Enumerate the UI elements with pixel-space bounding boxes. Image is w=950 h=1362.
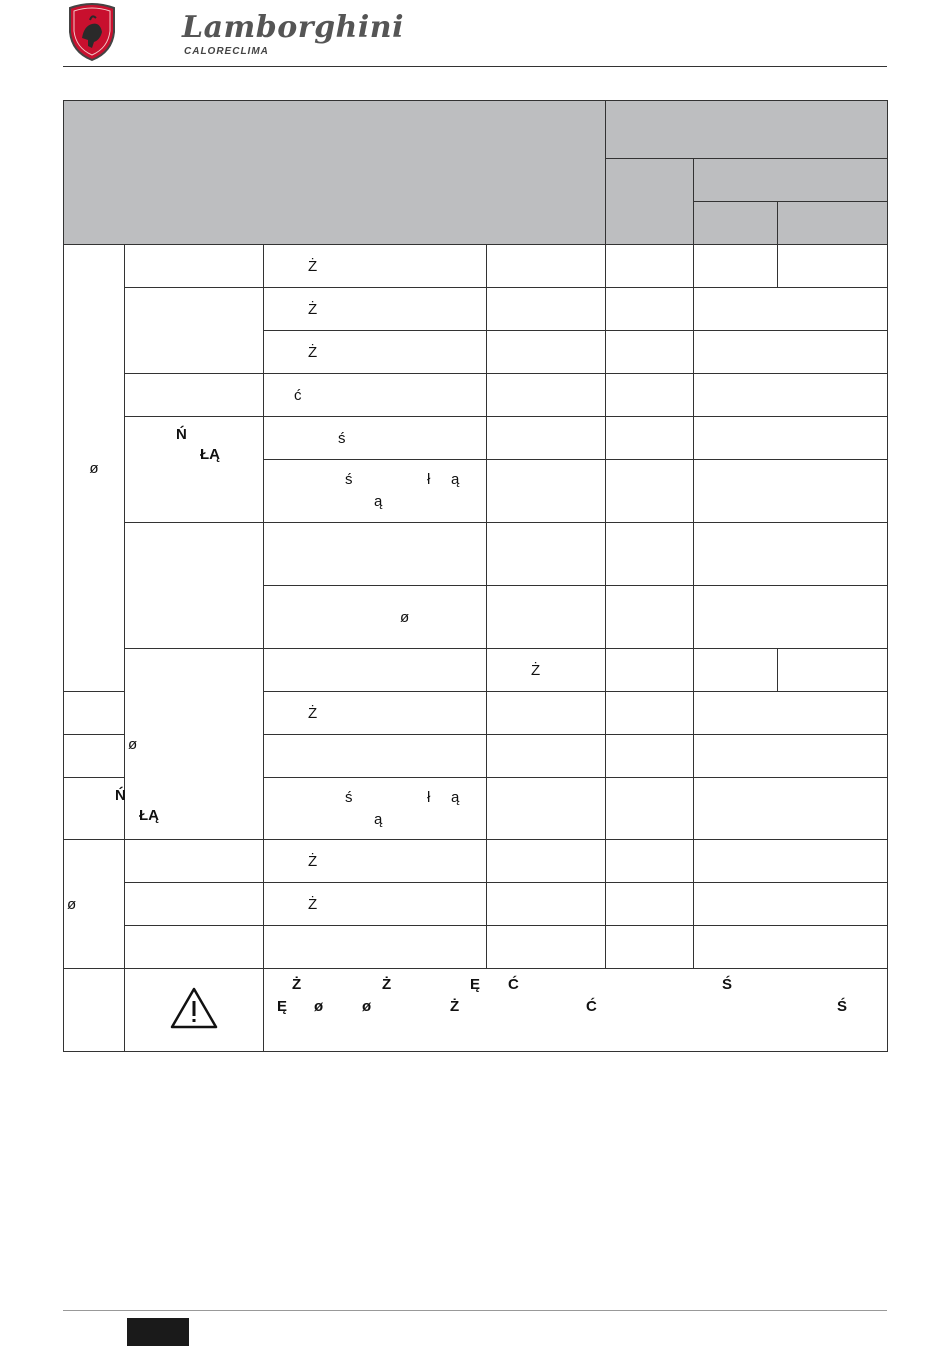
table-cell [64, 735, 125, 778]
table-cell [125, 245, 264, 288]
table-cell [64, 778, 159, 840]
cell-text: Ż [308, 300, 318, 318]
table-cell [264, 649, 487, 692]
warning-text: Ć [508, 976, 519, 993]
cell-text: ø [400, 608, 410, 626]
header-rule [63, 66, 887, 67]
table-cell [606, 331, 694, 374]
table-cell [487, 649, 606, 692]
table-cell [264, 331, 487, 374]
table-cell [778, 649, 888, 692]
cell-text: ć [294, 386, 302, 404]
cell-text: ą [374, 493, 383, 510]
warning-text: Ć [586, 998, 597, 1015]
cell-text: ł [427, 788, 431, 806]
cell-text: ą [374, 810, 383, 828]
warning-text: Ę [470, 976, 481, 993]
table-cell [64, 692, 125, 735]
cell-text: Ż [308, 895, 318, 913]
cell-text: Ż [308, 343, 318, 361]
table-cell [487, 735, 606, 778]
table-cell [606, 374, 694, 417]
cell-text: ł [427, 471, 431, 488]
table-cell [606, 926, 694, 969]
header-col-b2 [778, 202, 888, 245]
table-cell [606, 735, 694, 778]
table-cell [606, 778, 694, 840]
table-cell [487, 692, 606, 735]
warning-text: ø [362, 998, 372, 1015]
cell-text: ŁĄ [139, 807, 159, 824]
table-cell [125, 417, 264, 523]
cell-text: ś [338, 429, 346, 447]
table-cell [694, 460, 888, 523]
warning-text: Ż [292, 976, 302, 993]
cell-text: ą [451, 471, 460, 488]
cell-text: ś [345, 471, 353, 488]
table-cell [125, 969, 264, 1052]
cell-text: Ż [531, 661, 541, 679]
table-cell [487, 883, 606, 926]
table-cell [487, 374, 606, 417]
table-cell [264, 523, 487, 586]
warning-text: ø [314, 998, 324, 1015]
table-cell [694, 417, 888, 460]
table-cell [694, 692, 888, 735]
table-cell [487, 778, 606, 840]
table-row [64, 883, 888, 926]
table-row [64, 417, 888, 460]
header-col-b [694, 159, 888, 202]
table-cell [694, 840, 888, 883]
cell-text: ś [345, 788, 353, 806]
table-cell [487, 288, 606, 331]
table-cell [125, 883, 264, 926]
table-cell [487, 586, 606, 649]
cell-text: ą [451, 788, 460, 806]
brand-name: Lamborghini [182, 10, 404, 45]
table-cell [606, 245, 694, 288]
table-row [64, 649, 888, 692]
table-cell [264, 586, 487, 649]
table-row [64, 288, 888, 331]
table-row [64, 245, 888, 288]
table-cell [694, 523, 888, 586]
table-cell [694, 331, 888, 374]
section-label: ø [64, 245, 125, 692]
cell-text: Ż [308, 852, 318, 870]
table-cell [694, 586, 888, 649]
warning-text: Ę [277, 998, 288, 1015]
bull-shield-icon [62, 2, 122, 62]
table-cell [264, 692, 487, 735]
table-cell [487, 245, 606, 288]
table-cell [694, 649, 778, 692]
page-number-tab [127, 1318, 189, 1346]
header-col-b1 [694, 202, 778, 245]
table-cell [694, 374, 888, 417]
table-row [64, 523, 888, 586]
table-cell [125, 374, 264, 417]
table-cell [264, 840, 487, 883]
table-cell [694, 735, 888, 778]
table-cell [606, 288, 694, 331]
table-cell [264, 778, 487, 840]
table-cell [125, 288, 264, 374]
warning-text-cell [264, 969, 888, 1052]
table-row [64, 374, 888, 417]
table-cell [487, 460, 606, 523]
table-cell [264, 460, 487, 523]
table-cell [694, 288, 888, 331]
footer-rule [63, 1310, 887, 1311]
table-cell [487, 331, 606, 374]
table-cell [487, 926, 606, 969]
header-col-a [606, 159, 694, 245]
cell-text: Ń [115, 787, 126, 804]
table-row [64, 840, 888, 883]
header-main [64, 101, 606, 245]
section-label: ø [125, 649, 264, 840]
table-cell [125, 523, 264, 649]
table-cell [264, 417, 487, 460]
warning-row [64, 969, 888, 1052]
table-row [64, 926, 888, 969]
table-cell [487, 417, 606, 460]
table-cell [264, 374, 487, 417]
warning-triangle-icon [169, 986, 219, 1030]
table-cell [606, 417, 694, 460]
table-cell [606, 649, 694, 692]
table-cell [264, 883, 487, 926]
table-cell [606, 460, 694, 523]
table-cell [606, 692, 694, 735]
table-cell [487, 840, 606, 883]
table-cell [264, 288, 487, 331]
table-cell [606, 586, 694, 649]
warning-text: Ż [382, 976, 392, 993]
brand-logo [62, 2, 404, 62]
cell-text: Ż [308, 257, 318, 275]
warning-text: Ś [722, 976, 733, 993]
table-cell [694, 245, 778, 288]
table-cell [606, 523, 694, 586]
cell-text: Ń [176, 426, 187, 443]
table-cell [606, 883, 694, 926]
section-label: ø [64, 840, 125, 969]
table-cell [64, 969, 125, 1052]
spec-table [63, 100, 888, 1052]
table-cell [487, 523, 606, 586]
table-cell [125, 840, 264, 883]
table-cell [694, 926, 888, 969]
table-cell [264, 245, 487, 288]
table-cell [125, 926, 264, 969]
table-cell [264, 926, 487, 969]
brand-subtitle: CALORECLIMA [184, 46, 269, 57]
cell-text: Ż [308, 704, 318, 722]
table-cell [264, 735, 487, 778]
warning-text: Ż [450, 998, 460, 1015]
table-cell [694, 778, 888, 840]
table-cell [778, 245, 888, 288]
table-cell [694, 883, 888, 926]
table-cell [606, 840, 694, 883]
header-right-top [606, 101, 888, 159]
warning-text: Ś [837, 998, 848, 1015]
cell-text: ŁĄ [200, 446, 220, 463]
